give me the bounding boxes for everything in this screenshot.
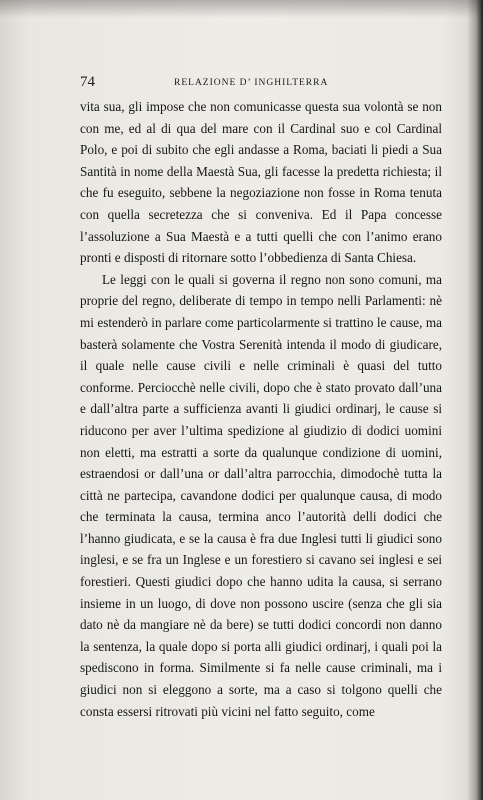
body-text bbox=[80, 96, 442, 722]
paragraph-laws: Le leggi con le quali si governa il regno non sono comuni, ma proprie del regno, deliberate di tempo in tempo nelli Parlamenti: nè mi estenderò in parlare come particolarmente si trattino le cause, ma basterà solamente che Vostra Serenità intenda il modo di giudicare, il quale nelle cause civili e nelle criminali è quasi del tutto conforme. Perciocchè nelle civili, dopo che è stato provato dall’una e dall’altra parte a sufficienza avanti li giudici ordinarj, le cause si riducono per aver l’ultima spedizione al giudizio di dodici uomini non eletti, ma estratti a sorte da qualunque condizione di uomini, estraendosi or dall’una or dall’altra parrocchia, dimodochè tutta la città ne partecipa, cavandone dodici per qualunque causa, di modo che terminata la causa, termina anco l’autorità delli dodici che l’hanno giudicata, e se la causa è fra due Inglesi tutti li giudici sono inglesi, e se fra un Inglese e un forestiero si cavano sei inglesi e sei forestieri. Questi giudici dopo che hanno udita la causa, si serrano insieme in un luogo, di dove non possono uscire (senza che gli sia dato nè da mangiare nè da bere) se tutti dodici concordi non danno la sentenza, la quale dopo si porta alli giudici ordinarj, i quali poi la spediscono in forma. Similmente si fa nelle cause criminali, ma i giudici non si eleggono a sorte, ma a caso si tolgono quelli che consta essersi ritrovati più vicini nel fatto seguito, come bbox=[80, 271, 442, 719]
top-edge-shadow bbox=[0, 0, 483, 18]
running-title: RELAZIONE D’ INGHILTERRA bbox=[174, 78, 329, 88]
page-header bbox=[80, 72, 442, 96]
paragraph-continuation: vita sua, gli impose che non comunicasse questa sua volontà se non con me, ed al di qua del mare con il Cardinal suo e col Cardinal Polo, e poi di subito che egli andasse a Roma, baciati li piedi a Sua Santità in nome della Maestà Sua, gli facesse la predetta richiesta; il che fu eseguito, sebbene la negoziazione non fosse in Roma tenuta con quella secretezza che si conveniva. Ed il Papa concesse l’assoluzione a Sua Maestà e a tutti quelli che con l’animo erano pronti e disposti di ritornare sotto l’obbedienza di Santa Chiesa. bbox=[80, 99, 442, 266]
binding-edge-shadow bbox=[467, 0, 483, 800]
page-number: 74 bbox=[80, 74, 95, 90]
